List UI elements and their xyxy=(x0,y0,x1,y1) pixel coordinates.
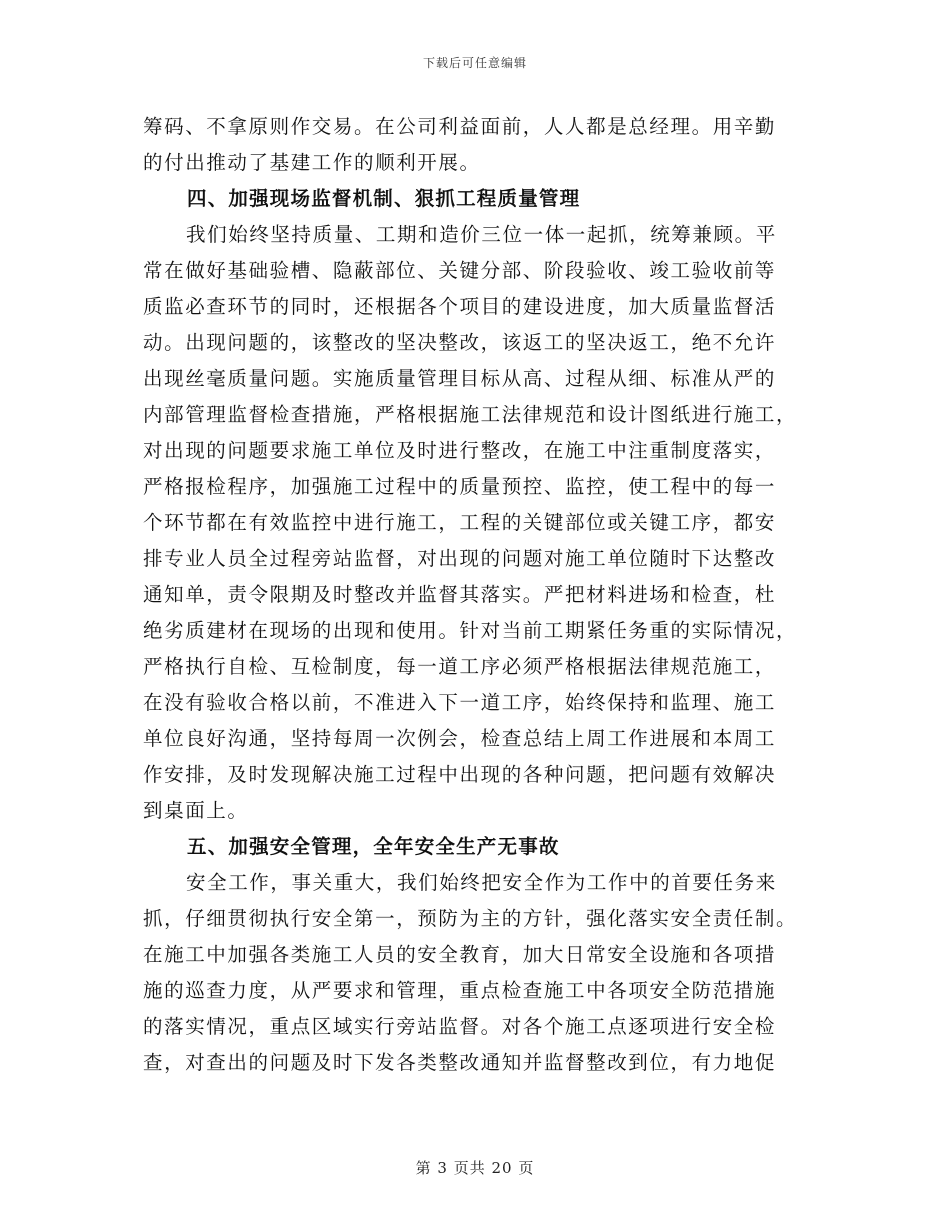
body-line: 质监必查环节的同时，还根据各个项目的建设进度，加大质量监督活 xyxy=(143,295,777,318)
body-line: 常在做好基础验槽、隐蔽部位、关键分部、阶段验收、竣工验收前等 xyxy=(143,259,777,282)
body-line: 绝劣质建材在现场的出现和使用。针对当前工期紧任务重的实际情况， xyxy=(143,619,798,642)
body-line: 在施工中加强各类施工人员的安全教育，加大日常安全设施和各项措 xyxy=(143,943,777,966)
section-heading-5: 五、加强安全管理，全年安全生产无事故 xyxy=(187,835,560,858)
body-line: 施的巡查力度，从严要求和管理，重点检查施工中各项安全防范措施 xyxy=(143,979,777,1002)
body-line: 动。出现问题的，该整改的坚决整改，该返工的坚决返工，绝不允许 xyxy=(143,331,777,354)
page-number: 第 3 页共 20 页 xyxy=(415,1159,535,1177)
body-line: 的落实情况，重点区域实行旁站监督。对各个施工点逐项进行安全检 xyxy=(143,1015,777,1038)
body-line: 筹码、不拿原则作交易。在公司利益面前，人人都是总经理。用辛勤 xyxy=(143,115,777,138)
document-body xyxy=(143,109,803,1081)
page-header: 下载后可任意编辑 xyxy=(422,56,527,70)
body-line: 通知单，责令限期及时整改并监督其落实。严把材料进场和检查，杜 xyxy=(143,583,777,606)
body-line: 查，对查出的问题及时下发各类整改通知并监督整改到位，有力地促 xyxy=(143,1051,777,1074)
body-line: 到桌面上。 xyxy=(143,799,249,822)
body-line: 出现丝毫质量问题。实施质量管理目标从高、过程从细、标准从严的 xyxy=(143,367,777,390)
body-line: 对出现的问题要求施工单位及时进行整改，在施工中注重制度落实， xyxy=(143,439,777,462)
body-line: 严格执行自检、互检制度，每一道工序必须严格根据法律规范施工， xyxy=(143,655,777,678)
body-line: 单位良好沟通，坚持每周一次例会，检查总结上周工作进展和本周工 xyxy=(143,727,777,750)
body-line: 在没有验收合格以前，不准进入下一道工序，始终保持和监理、施工 xyxy=(143,691,777,714)
paragraph-start: 我们始终坚持质量、工期和造价三位一体一起抓，统筹兼顾。平 xyxy=(186,223,777,246)
body-line: 抓，仔细贯彻执行安全第一，预防为主的方针，强化落实安全责任制。 xyxy=(143,907,798,930)
section-heading-4: 四、加强现场监督机制、狠抓工程质量管理 xyxy=(187,187,581,210)
body-line: 排专业人员全过程旁站监督，对出现的问题对施工单位随时下达整改 xyxy=(143,547,777,570)
paragraph-start: 安全工作，事关重大，我们始终把安全作为工作中的首要任务来 xyxy=(186,871,777,894)
body-line: 个环节都在有效监控中进行施工，工程的关键部位或关键工序，都安 xyxy=(143,511,777,534)
body-line: 严格报检程序，加强施工过程中的质量预控、监控，使工程中的每一 xyxy=(143,475,777,498)
body-line: 的付出推动了基建工作的顺利开展。 xyxy=(143,151,481,174)
body-line: 内部管理监督检查措施，严格根据施工法律规范和设计图纸进行施工， xyxy=(143,403,798,426)
body-line: 作安排，及时发现解决施工过程中出现的各种问题，把问题有效解决 xyxy=(143,763,777,786)
